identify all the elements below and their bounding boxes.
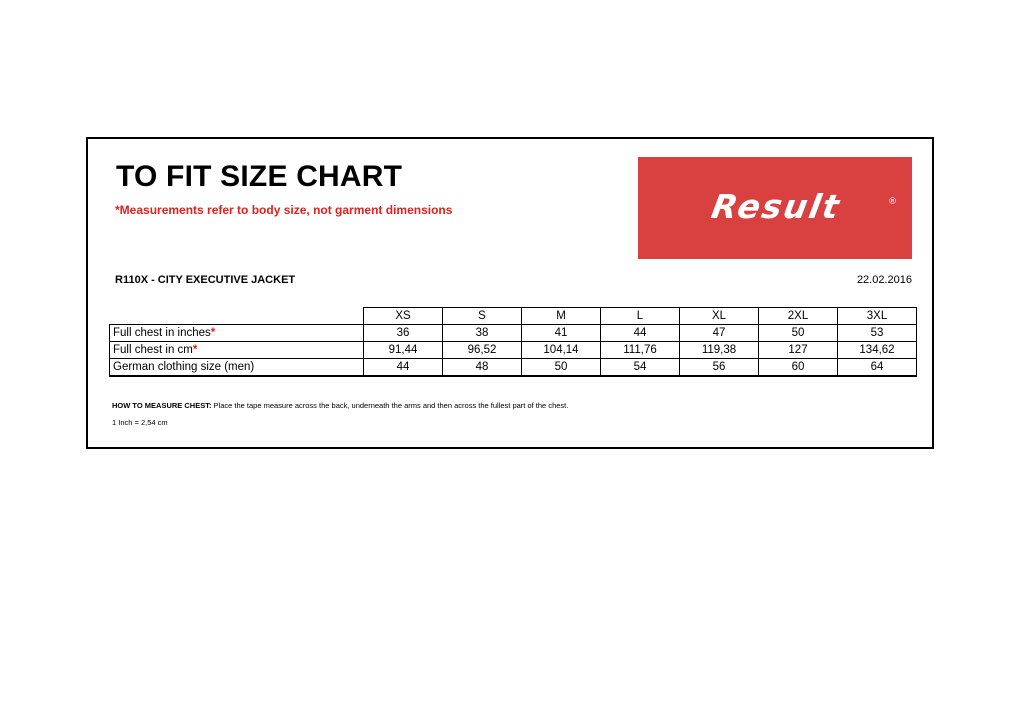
table-cell: 44 bbox=[364, 359, 443, 377]
table-cell: 127 bbox=[759, 342, 838, 359]
table-cell: 53 bbox=[838, 325, 917, 342]
table-cell: 134,62 bbox=[838, 342, 917, 359]
row-label-chest-cm bbox=[110, 342, 364, 359]
row-label-chest-inches bbox=[110, 325, 364, 342]
chart-date: 22.02.2016 bbox=[856, 274, 912, 286]
table-cell: 60 bbox=[759, 359, 838, 377]
table-cell: 64 bbox=[838, 359, 917, 377]
size-header-3xl: 3XL bbox=[838, 308, 917, 325]
table-cell: 91,44 bbox=[364, 342, 443, 359]
table-cell: 56 bbox=[680, 359, 759, 377]
instructions-heading: HOW TO MEASURE CHEST: bbox=[112, 401, 212, 410]
size-header-xl: XL bbox=[680, 308, 759, 325]
row-label-text: Full chest in inches bbox=[113, 327, 211, 339]
table-cell: 104,14 bbox=[522, 342, 601, 359]
table-row-german-size bbox=[110, 359, 917, 377]
table-row-chest-inches bbox=[110, 325, 917, 342]
row-label-text: German clothing size (men) bbox=[113, 361, 255, 373]
size-header-m: M bbox=[522, 308, 601, 325]
result-logo-wordmark bbox=[638, 157, 912, 259]
logo-text: Result bbox=[708, 187, 844, 226]
measuring-instructions bbox=[112, 401, 568, 410]
page-title: TO FIT SIZE CHART bbox=[116, 160, 403, 193]
table-cell: 48 bbox=[443, 359, 522, 377]
table-cell: 50 bbox=[522, 359, 601, 377]
table-cell: 50 bbox=[759, 325, 838, 342]
row-label-text: Full chest in cm bbox=[113, 344, 193, 356]
table-row-chest-cm bbox=[110, 342, 917, 359]
size-header-2xl: 2XL bbox=[759, 308, 838, 325]
result-logo bbox=[638, 157, 912, 259]
table-cell: 96,52 bbox=[443, 342, 522, 359]
table-cell: 54 bbox=[601, 359, 680, 377]
registered-mark: ® bbox=[888, 197, 897, 207]
unit-conversion: 1 Inch = 2,54 cm bbox=[112, 418, 168, 427]
table-cell: 47 bbox=[680, 325, 759, 342]
size-table bbox=[109, 307, 917, 377]
table-cell: 111,76 bbox=[601, 342, 680, 359]
table-corner bbox=[110, 308, 364, 325]
table-cell: 38 bbox=[443, 325, 522, 342]
instructions-text: Place the tape measure across the back, underneath the arms and then across the fullest part of the chest. bbox=[211, 401, 569, 410]
table-cell: 41 bbox=[522, 325, 601, 342]
table-cell: 44 bbox=[601, 325, 680, 342]
size-header-s: S bbox=[443, 308, 522, 325]
row-label-german-size bbox=[110, 359, 364, 377]
measurement-note: *Measurements refer to body size, not garment dimensions bbox=[115, 203, 453, 217]
size-header-row bbox=[110, 308, 917, 325]
table-cell: 119,38 bbox=[680, 342, 759, 359]
size-header-xs: XS bbox=[364, 308, 443, 325]
required-star: * bbox=[210, 327, 216, 339]
product-name: R110X - CITY EXECUTIVE JACKET bbox=[115, 274, 296, 286]
size-header-l: L bbox=[601, 308, 680, 325]
required-star: * bbox=[192, 344, 198, 356]
table-cell: 36 bbox=[364, 325, 443, 342]
